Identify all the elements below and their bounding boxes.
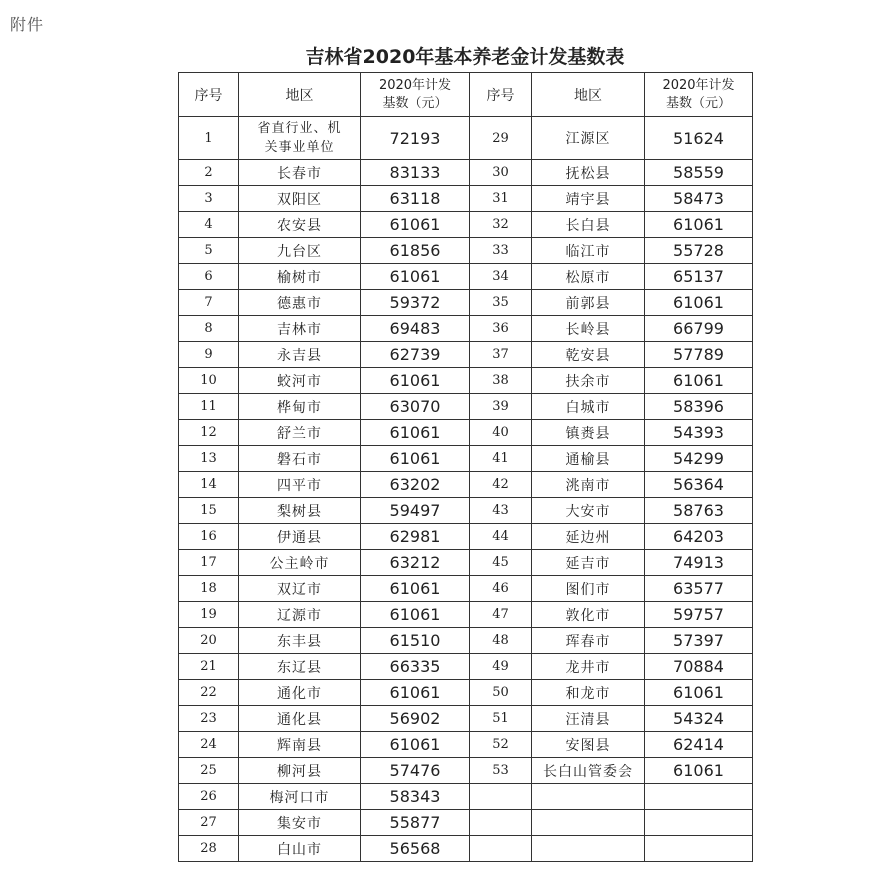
amount-cell: 63118 [361, 186, 470, 212]
amount-cell: 56902 [361, 706, 470, 732]
region-cell: 辉南县 [239, 732, 361, 758]
seq-cell: 44 [470, 524, 532, 550]
seq-cell: 9 [179, 342, 239, 368]
seq-cell: 24 [179, 732, 239, 758]
amount-cell-empty [645, 784, 753, 810]
seq-cell: 30 [470, 160, 532, 186]
table-row [179, 368, 753, 394]
seq-cell: 8 [179, 316, 239, 342]
amount-cell: 64203 [645, 524, 753, 550]
seq-cell: 4 [179, 212, 239, 238]
seq-cell: 13 [179, 446, 239, 472]
table-row [179, 654, 753, 680]
amount-cell: 55728 [645, 238, 753, 264]
amount-cell: 59372 [361, 290, 470, 316]
seq-cell-empty [470, 810, 532, 836]
region-cell: 桦甸市 [239, 394, 361, 420]
amount-cell: 61510 [361, 628, 470, 654]
region-cell: 汪清县 [532, 706, 645, 732]
amount-cell: 61061 [361, 212, 470, 238]
amount-cell: 65137 [645, 264, 753, 290]
attachment-label: 附件 [10, 15, 45, 34]
seq-cell: 23 [179, 706, 239, 732]
table-row [179, 732, 753, 758]
seq-cell: 16 [179, 524, 239, 550]
region-cell: 抚松县 [532, 160, 645, 186]
region-cell-empty [532, 810, 645, 836]
amount-cell: 66799 [645, 316, 753, 342]
amount-cell: 63212 [361, 550, 470, 576]
seq-cell: 40 [470, 420, 532, 446]
seq-cell: 38 [470, 368, 532, 394]
header-amount-line1: 2020年计发 [378, 77, 452, 93]
region-line: 省直行业、机 [257, 121, 342, 136]
table-row [179, 316, 753, 342]
region-line: 关事业单位 [264, 140, 335, 155]
amount-cell: 59757 [645, 602, 753, 628]
region-cell: 江源区 [532, 117, 645, 160]
amount-cell: 62739 [361, 342, 470, 368]
amount-cell: 54324 [645, 706, 753, 732]
header-region-right: 地区 [532, 73, 645, 117]
region-cell: 梅河口市 [239, 784, 361, 810]
region-cell: 长白县 [532, 212, 645, 238]
table-body [179, 117, 753, 862]
region-cell: 磐石市 [239, 446, 361, 472]
amount-cell: 74913 [645, 550, 753, 576]
seq-cell: 5 [179, 238, 239, 264]
seq-cell: 45 [470, 550, 532, 576]
region-cell: 通化县 [239, 706, 361, 732]
seq-cell: 11 [179, 394, 239, 420]
seq-cell: 25 [179, 758, 239, 784]
amount-cell: 58763 [645, 498, 753, 524]
amount-cell-empty [645, 836, 753, 862]
seq-cell: 3 [179, 186, 239, 212]
amount-cell: 61061 [361, 420, 470, 446]
amount-cell: 83133 [361, 160, 470, 186]
table-row [179, 238, 753, 264]
amount-cell: 51624 [645, 117, 753, 160]
amount-cell: 61061 [645, 758, 753, 784]
table-row [179, 212, 753, 238]
region-cell: 长岭县 [532, 316, 645, 342]
region-cell: 前郭县 [532, 290, 645, 316]
header-amount-line1: 2020年计发 [662, 77, 735, 93]
table-row [179, 784, 753, 810]
region-cell: 靖宇县 [532, 186, 645, 212]
amount-cell: 57476 [361, 758, 470, 784]
amount-cell: 66335 [361, 654, 470, 680]
region-cell: 珲春市 [532, 628, 645, 654]
amount-cell: 72193 [361, 117, 470, 160]
table-row [179, 680, 753, 706]
table-row [179, 394, 753, 420]
region-cell: 德惠市 [239, 290, 361, 316]
seq-cell: 34 [470, 264, 532, 290]
table-row [179, 498, 753, 524]
amount-cell: 58343 [361, 784, 470, 810]
region-cell: 敦化市 [532, 602, 645, 628]
region-cell: 永吉县 [239, 342, 361, 368]
table-row [179, 524, 753, 550]
table-row [179, 836, 753, 862]
seq-cell: 12 [179, 420, 239, 446]
seq-cell: 42 [470, 472, 532, 498]
region-cell: 通榆县 [532, 446, 645, 472]
region-cell: 四平市 [239, 472, 361, 498]
header-amount-left [361, 73, 470, 117]
region-cell: 公主岭市 [239, 550, 361, 576]
table-row [179, 290, 753, 316]
region-cell: 长春市 [239, 160, 361, 186]
region-cell: 洮南市 [532, 472, 645, 498]
region-cell: 九台区 [239, 238, 361, 264]
amount-cell-empty [645, 810, 753, 836]
seq-cell: 19 [179, 602, 239, 628]
header-region-left: 地区 [239, 73, 361, 117]
region-cell: 吉林市 [239, 316, 361, 342]
region-cell: 乾安县 [532, 342, 645, 368]
region-cell: 延边州 [532, 524, 645, 550]
region-cell: 蛟河市 [239, 368, 361, 394]
amount-cell: 61061 [361, 732, 470, 758]
region-cell: 柳河县 [239, 758, 361, 784]
region-cell: 榆树市 [239, 264, 361, 290]
seq-cell-empty [470, 784, 532, 810]
region-cell: 伊通县 [239, 524, 361, 550]
seq-cell: 33 [470, 238, 532, 264]
amount-cell: 61061 [361, 446, 470, 472]
table-header-row [179, 73, 753, 117]
region-cell: 东丰县 [239, 628, 361, 654]
seq-cell: 50 [470, 680, 532, 706]
header-amount-line2: 基数（元） [382, 95, 448, 111]
header-amount-right [645, 73, 753, 117]
seq-cell: 41 [470, 446, 532, 472]
seq-cell: 26 [179, 784, 239, 810]
seq-cell: 29 [470, 117, 532, 160]
amount-cell: 56364 [645, 472, 753, 498]
seq-cell: 48 [470, 628, 532, 654]
region-cell [239, 117, 361, 160]
region-cell: 图们市 [532, 576, 645, 602]
seq-cell: 37 [470, 342, 532, 368]
region-cell-empty [532, 836, 645, 862]
table-row [179, 706, 753, 732]
amount-cell: 61061 [361, 680, 470, 706]
header-seq-left: 序号 [179, 73, 239, 117]
amount-cell: 58396 [645, 394, 753, 420]
seq-cell: 22 [179, 680, 239, 706]
region-cell: 临江市 [532, 238, 645, 264]
amount-cell: 57789 [645, 342, 753, 368]
seq-cell-empty [470, 836, 532, 862]
region-cell: 双阳区 [239, 186, 361, 212]
amount-cell: 61061 [361, 602, 470, 628]
seq-cell: 10 [179, 368, 239, 394]
table-row [179, 186, 753, 212]
amount-cell: 63070 [361, 394, 470, 420]
amount-cell: 58559 [645, 160, 753, 186]
amount-cell: 61061 [645, 680, 753, 706]
amount-cell: 59497 [361, 498, 470, 524]
region-cell: 农安县 [239, 212, 361, 238]
region-cell: 安图县 [532, 732, 645, 758]
seq-cell: 46 [470, 576, 532, 602]
table-row [179, 758, 753, 784]
table-row [179, 472, 753, 498]
amount-cell: 61856 [361, 238, 470, 264]
amount-cell: 61061 [361, 368, 470, 394]
amount-cell: 70884 [645, 654, 753, 680]
region-cell: 和龙市 [532, 680, 645, 706]
seq-cell: 27 [179, 810, 239, 836]
seq-cell: 17 [179, 550, 239, 576]
amount-cell: 69483 [361, 316, 470, 342]
region-cell: 集安市 [239, 810, 361, 836]
table-row [179, 602, 753, 628]
region-cell: 通化市 [239, 680, 361, 706]
amount-cell: 61061 [361, 576, 470, 602]
table-row [179, 576, 753, 602]
region-cell: 舒兰市 [239, 420, 361, 446]
region-cell: 扶余市 [532, 368, 645, 394]
pension-base-table [178, 72, 753, 862]
amount-cell: 57397 [645, 628, 753, 654]
amount-cell: 62981 [361, 524, 470, 550]
region-cell: 梨树县 [239, 498, 361, 524]
seq-cell: 32 [470, 212, 532, 238]
table-row [179, 810, 753, 836]
seq-cell: 35 [470, 290, 532, 316]
seq-cell: 21 [179, 654, 239, 680]
seq-cell: 18 [179, 576, 239, 602]
seq-cell: 51 [470, 706, 532, 732]
region-cell: 龙井市 [532, 654, 645, 680]
seq-cell: 6 [179, 264, 239, 290]
amount-cell: 61061 [645, 212, 753, 238]
amount-cell: 61061 [645, 290, 753, 316]
region-cell: 延吉市 [532, 550, 645, 576]
table-row [179, 446, 753, 472]
seq-cell: 14 [179, 472, 239, 498]
amount-cell: 63577 [645, 576, 753, 602]
seq-cell: 39 [470, 394, 532, 420]
region-cell: 白山市 [239, 836, 361, 862]
table-row [179, 117, 753, 160]
amount-cell: 55877 [361, 810, 470, 836]
region-cell: 镇赉县 [532, 420, 645, 446]
amount-cell: 56568 [361, 836, 470, 862]
seq-cell: 36 [470, 316, 532, 342]
region-cell: 大安市 [532, 498, 645, 524]
seq-cell: 2 [179, 160, 239, 186]
seq-cell: 49 [470, 654, 532, 680]
seq-cell: 28 [179, 836, 239, 862]
seq-cell: 53 [470, 758, 532, 784]
seq-cell: 20 [179, 628, 239, 654]
seq-cell: 52 [470, 732, 532, 758]
region-cell: 白城市 [532, 394, 645, 420]
amount-cell: 61061 [361, 264, 470, 290]
seq-cell: 47 [470, 602, 532, 628]
table-row [179, 342, 753, 368]
page-title: 吉林省2020年基本养老金计发基数表 [305, 46, 625, 68]
table-row [179, 550, 753, 576]
seq-cell: 1 [179, 117, 239, 160]
amount-cell: 63202 [361, 472, 470, 498]
amount-cell: 61061 [645, 368, 753, 394]
amount-cell: 54299 [645, 446, 753, 472]
table-row [179, 264, 753, 290]
region-cell: 东辽县 [239, 654, 361, 680]
table-row [179, 160, 753, 186]
seq-cell: 15 [179, 498, 239, 524]
seq-cell: 7 [179, 290, 239, 316]
header-amount-line2: 基数（元） [665, 95, 731, 111]
region-cell: 长白山管委会 [532, 758, 645, 784]
region-cell: 松原市 [532, 264, 645, 290]
region-cell: 辽源市 [239, 602, 361, 628]
table-row [179, 420, 753, 446]
seq-cell: 31 [470, 186, 532, 212]
header-seq-right: 序号 [470, 73, 532, 117]
region-cell: 双辽市 [239, 576, 361, 602]
amount-cell: 62414 [645, 732, 753, 758]
region-cell-empty [532, 784, 645, 810]
amount-cell: 58473 [645, 186, 753, 212]
amount-cell: 54393 [645, 420, 753, 446]
table-row [179, 628, 753, 654]
seq-cell: 43 [470, 498, 532, 524]
